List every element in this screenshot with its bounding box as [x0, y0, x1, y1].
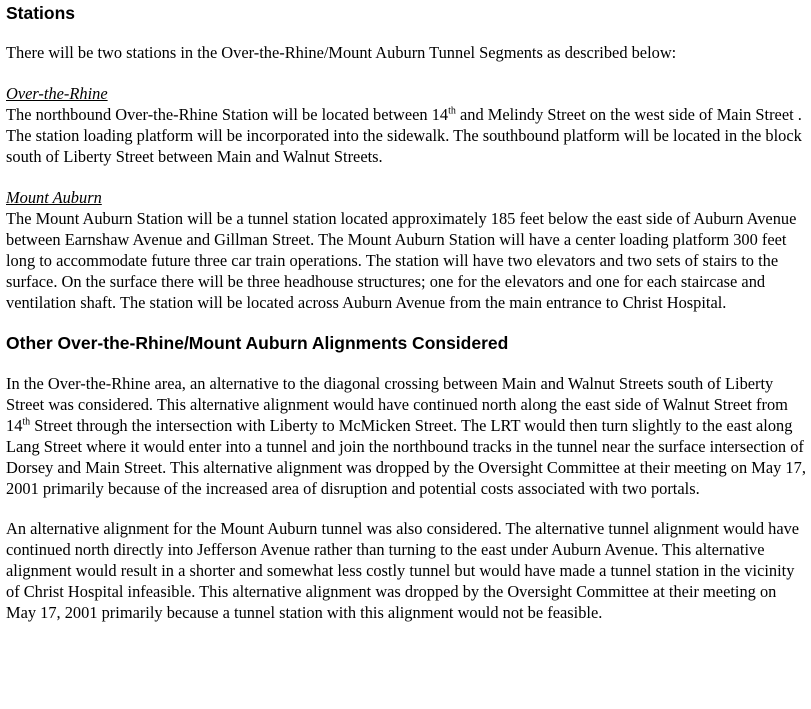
- document-page: [6, 0, 806, 623]
- otr-text-part-a: The northbound Over-the-Rhine Station will be located between 14: [6, 105, 449, 124]
- otr-text-part-b: and Melindy Street on the west side of Main Street . The station loading platform will be incorporated into the sidewalk. The southbound platform will be located in the block south of Liberty Street between Main and Walnut Streets.: [6, 105, 802, 166]
- other-alignments-heading: Other Over-the-Rhine/Mount Auburn Alignments Considered: [6, 333, 509, 353]
- otr-superscript: th: [448, 105, 456, 117]
- stations-intro: There will be two stations in the Over-the-Rhine/Mount Auburn Tunnel Segments as described below:: [6, 43, 677, 62]
- mount-auburn-paragraph: The Mount Auburn Station will be a tunnel station located approximately 185 feet below the east side of Auburn Avenue between Earnshaw Avenue and Gillman Street. The Mount Auburn Station will have a center loading platform 300 feet long to accommodate future three car train operations. The station will have two elevators and two sets of stairs to the surface. On the surface there will be three headhouse structures; one for the elevators and one for each staircase and ventilation shaft. The station will be located across Auburn Avenue from the main entrance to Christ Hospital.: [6, 209, 797, 312]
- over-the-rhine-subheading: Over-the-Rhine: [6, 84, 108, 103]
- over-the-rhine-paragraph: [6, 104, 806, 167]
- alt1-superscript: th: [22, 416, 31, 428]
- alt1-text-part-a: In the Over-the-Rhine area, an alternative to the diagonal crossing between Main and Walnut Streets south of Liberty Street was considered. This alternative alignment would have continued north along the east side of Walnut Street from 14: [6, 374, 788, 435]
- mount-auburn-subheading: Mount Auburn: [6, 188, 102, 207]
- other-alignments-paragraph-1: [6, 373, 806, 499]
- other-alignments-paragraph-2: An alternative alignment for the Mount Auburn tunnel was also considered. The alternative tunnel alignment would have continued north directly into Jefferson Avenue rather than turning to the east under Auburn Avenue. This alternative alignment would result in a shorter and somewhat less costly tunnel but would have made a tunnel station in the vicinity of Christ Hospital infeasible. This alternative alignment was dropped by the Oversight Committee at their meeting on May 17, 2001 primarily because a tunnel station with this alignment would not be feasible.: [6, 519, 800, 622]
- alt1-text-part-b: Street through the intersection with Liberty to McMicken Street. The LRT would then turn slightly to the east along Lang Street where it would enter into a tunnel and join the northbound tracks in the tunnel near the surface intersection of Dorsey and Main Street. This alternative alignment was dropped by the Oversight Committee at their meeting on May 17, 2001 primarily because of the increased area of disruption and potential costs associated with two portals.: [6, 416, 806, 498]
- stations-heading: Stations: [6, 3, 76, 23]
